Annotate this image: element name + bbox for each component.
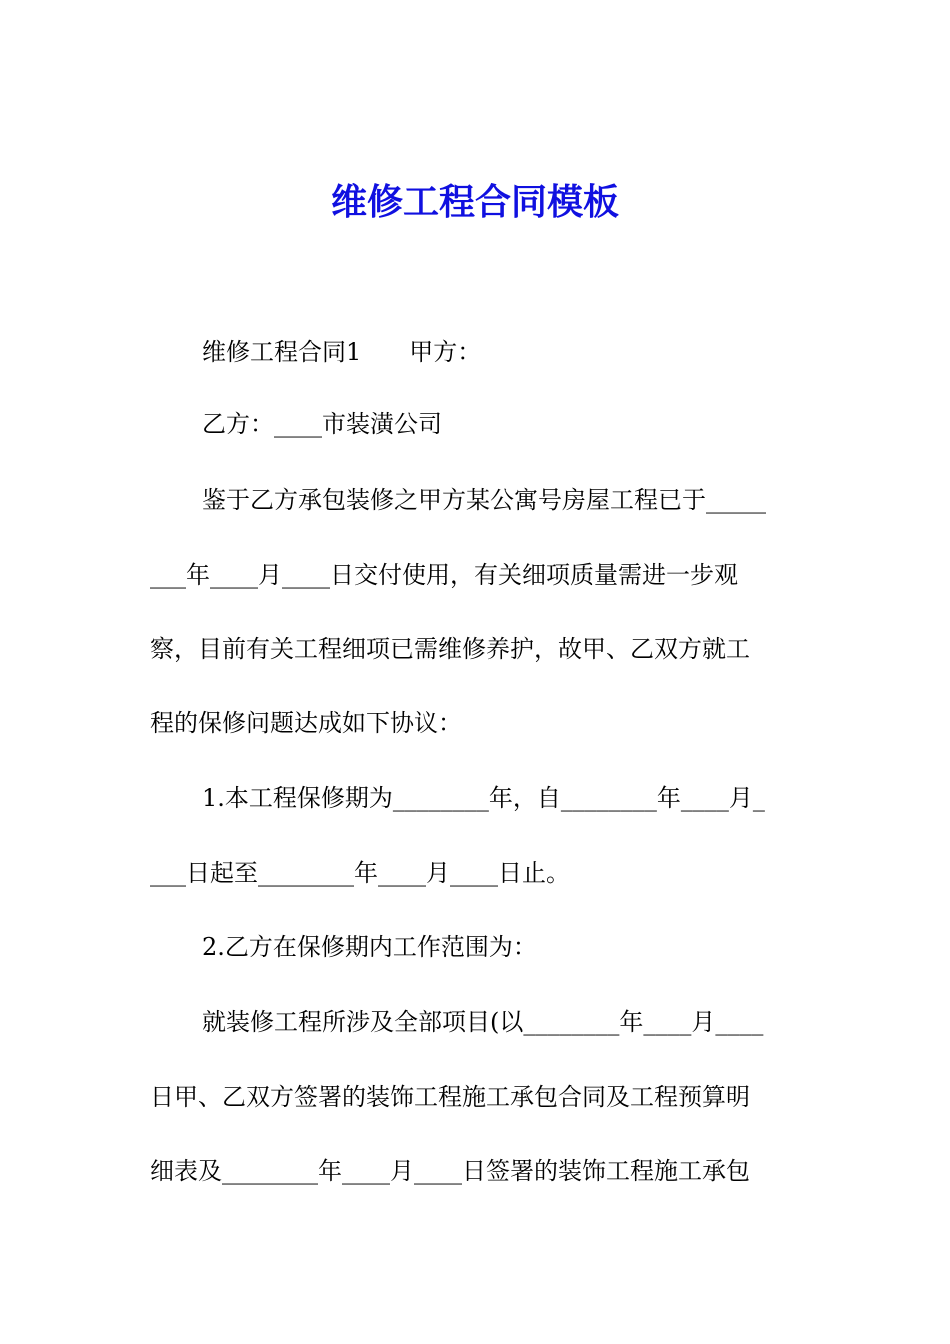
- paragraph-line-preamble-3: 察，目前有关工程细项已需维修养护，故甲、乙双方就工: [150, 635, 750, 663]
- paragraph-line-preamble-1: 鉴于乙方承包装修之甲方某公寓号房屋工程已于_____: [202, 486, 766, 514]
- paragraph-line-parties-b: 乙方：____市装潢公司: [202, 410, 442, 438]
- paragraph-line-scope-1: 就装修工程所涉及全部项目(以________年____月____: [202, 1008, 764, 1036]
- paragraph-line-clause-2: 2.乙方在保修期内工作范围为：: [202, 933, 537, 961]
- paragraph-line-clause-1b: ___日起至________年____月____日止。: [150, 859, 570, 887]
- paragraph-line-clause-1a: 1.本工程保修期为________年，自________年____月_: [202, 784, 765, 812]
- document-title: 维修工程合同模板: [330, 181, 619, 223]
- paragraph-line-scope-3: 细表及________年____月____日签署的装饰工程施工承包: [150, 1157, 750, 1185]
- paragraph-line-preamble-2: ___年____月____日交付使用，有关细项质量需进一步观: [150, 561, 738, 589]
- paragraph-line-parties-a: 维修工程合同1 甲方：: [202, 338, 482, 366]
- paragraph-line-preamble-4: 程的保修问题达成如下协议：: [150, 709, 462, 737]
- paragraph-line-scope-2: 日甲、乙双方签署的装饰工程施工承包合同及工程预算明: [150, 1083, 750, 1111]
